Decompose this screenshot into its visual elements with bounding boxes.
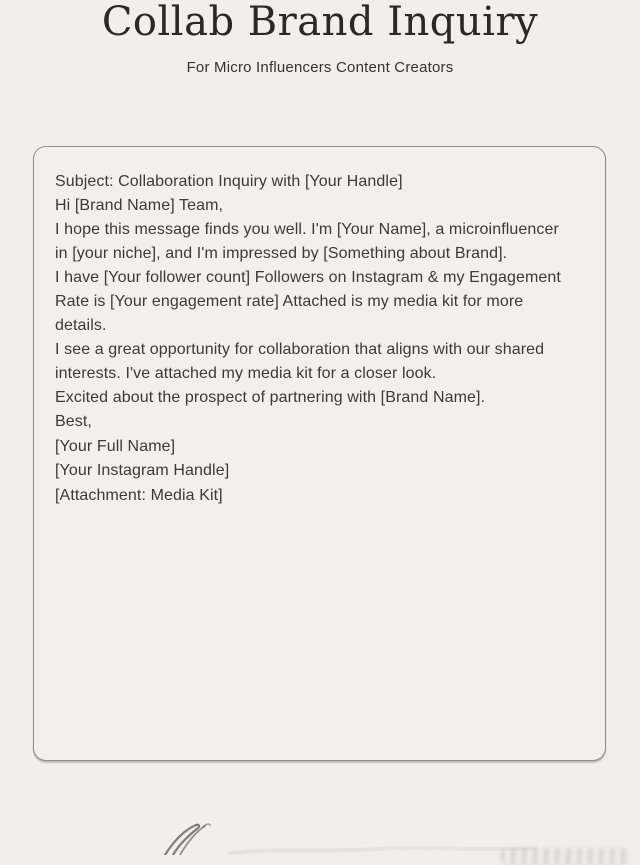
closing-salutation: Best, xyxy=(55,413,92,430)
flourish-faint-tail xyxy=(230,848,535,853)
page-title: Collab Brand Inquiry xyxy=(101,0,539,45)
email-template-card xyxy=(33,146,606,761)
email-closing-block xyxy=(55,410,577,508)
closing-attachment: [Attachment: Media Kit] xyxy=(55,486,223,504)
email-paragraph-stats: I have [Your follower count] Followers on Instagram & my Engagement Rate is [Your engagement rate] Attached is my media kit for more details. xyxy=(55,269,561,334)
email-paragraph-excited: Excited about the prospect of partnering with [Brand Name]. xyxy=(55,389,486,406)
signature-flourish xyxy=(110,818,550,855)
email-paragraph-intro: I hope this message finds you well. I'm [Your Name], a microinfluencer in [your niche], and I'm impressed by [Something about Brand]. xyxy=(55,221,559,262)
page-subtitle: For Micro Influencers Content Creators xyxy=(186,59,454,76)
flourish-hook xyxy=(203,824,210,827)
email-subject-line: Subject: Collaboration Inquiry with [Your Handle] xyxy=(55,173,403,190)
email-greeting: Hi [Brand Name] Team, xyxy=(55,197,224,214)
email-paragraph-opportunity: I see a great opportunity for collaboration that aligns with our shared interests. I've attached my media kit for a closer look. xyxy=(55,341,545,382)
closing-full-name: [Your Full Name] xyxy=(55,437,176,455)
closing-instagram-handle: [Your Instagram Handle] xyxy=(55,462,230,479)
